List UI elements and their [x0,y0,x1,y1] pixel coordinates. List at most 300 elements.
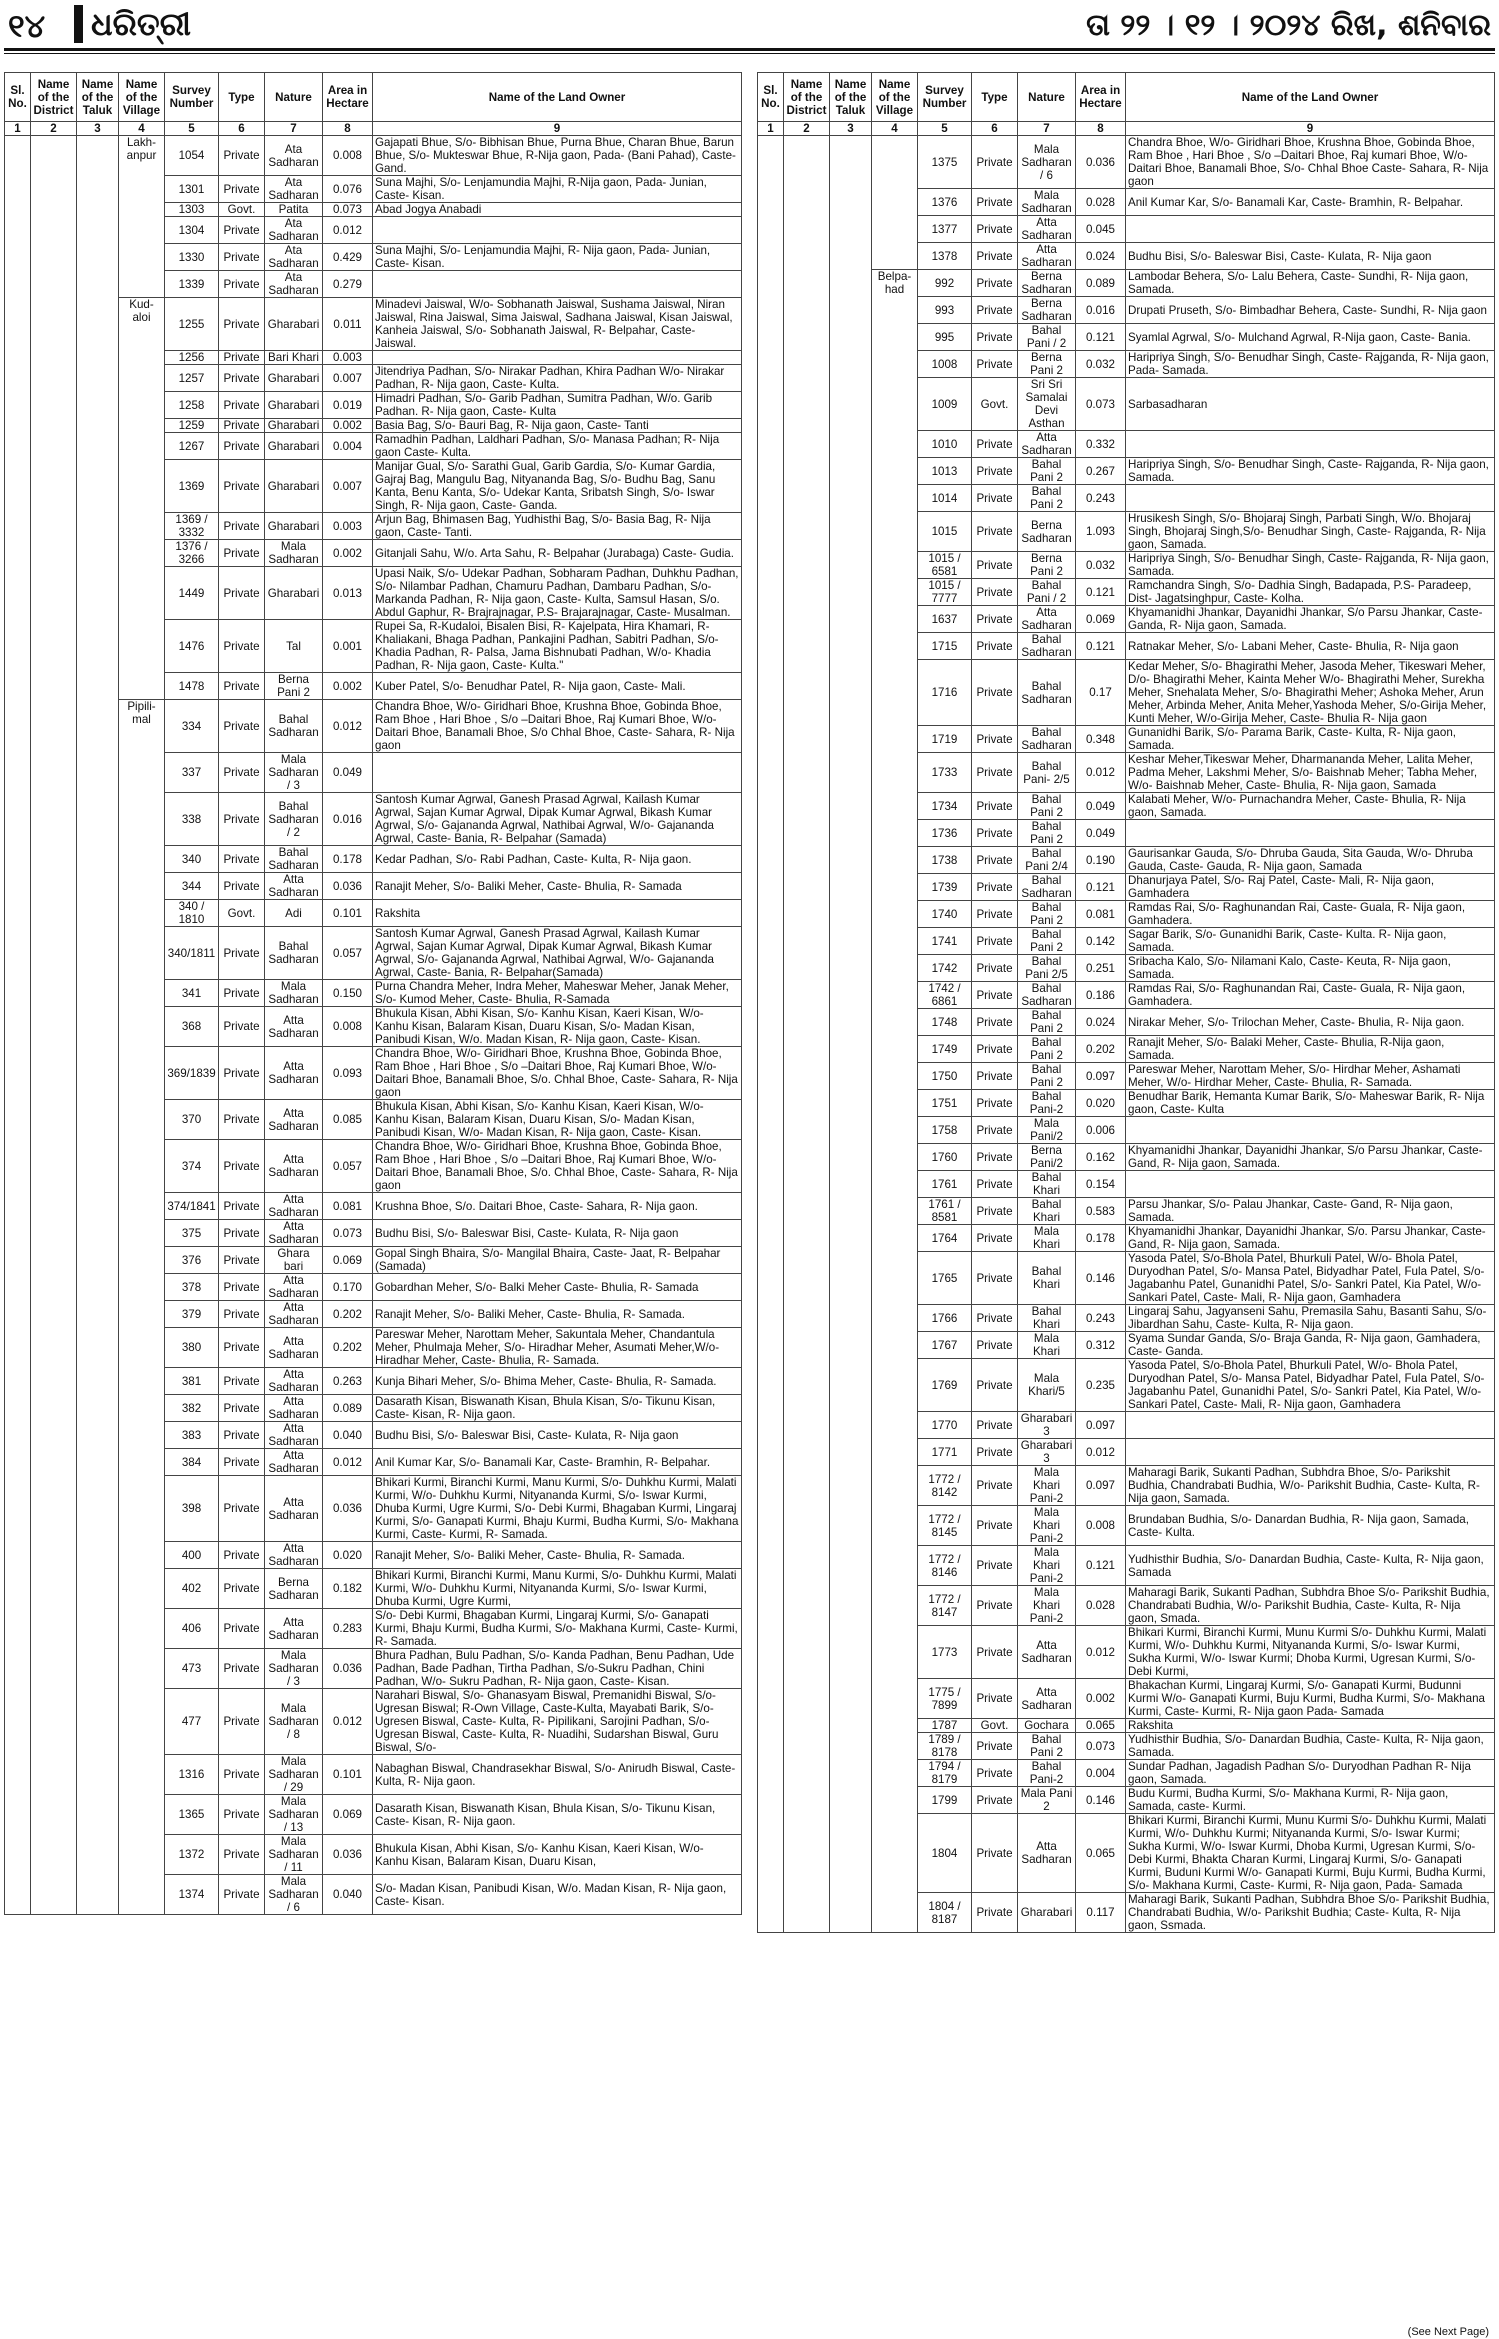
type-cell: Private [219,753,265,793]
type-cell: Private [219,1247,265,1274]
land-owner-cell: Anil Kumar Kar, S/o- Banamali Kar, Caste- Bramhin, R- Belpahar. [1126,189,1495,216]
survey-number-cell: 1267 [165,433,219,460]
nature-cell: Atta Sadharan [1018,606,1076,633]
survey-number-cell: 1734 [918,793,972,820]
land-owner-cell: Bhikari Kurmi, Biranchi Kurmi, Manu Kurmi, S/o- Duhkhu Kurmi, Malati Kurmi, W/o- Duhkhu Kurmi, Nityananda Kurmi, S/o- Iswar Kurmi, Dhuba Kurmi, Ugre Kurmi, [373,1569,742,1609]
area-cell: 0.001 [323,620,373,673]
nature-cell: Gharabari [265,433,323,460]
land-owner-cell: Parsu Jhankar, S/o- Palau Jhankar, Caste- Gand, R- Nija gaon, Samada. [1126,1198,1495,1225]
nature-cell: Berna Pani 2 [1018,351,1076,378]
area-cell: 0.202 [323,1301,373,1328]
land-owner-cell: Rakshita [373,900,742,927]
land-owner-cell: Chandra Bhoe, W/o- Giridhari Bhoe, Krushna Bhoe, Gobinda Bhoe, Ram Bhoe , Hari Bhoe , S/o –Daitari Bhoe, Raj kumari Bhoe, W/o- Daitari Bhoe, Banamali Bhoe, S/o- Chhal Bhoe Caste- Sahara, R- Nija gaon [1126,136,1495,189]
survey-number-cell: 1750 [918,1063,972,1090]
land-owner-cell [373,271,742,298]
area-cell: 0.040 [323,1875,373,1915]
column-number: 8 [1076,122,1126,136]
land-owner-cell: Budhu Bisi, S/o- Baleswar Bisi, Caste- Kulata, R- Nija gaon [373,1220,742,1247]
nature-cell: Mala Sadharan / 3 [265,753,323,793]
area-cell: 0.045 [1076,216,1126,243]
land-owner-cell: Jitendriya Padhan, S/o- Nirakar Padhan, Khira Padhan W/o- Nirakar Padhan, R- Nija gaon, Caste- Kulta. [373,365,742,392]
type-cell: Private [972,1787,1018,1814]
column-number: 6 [219,122,265,136]
land-owner-cell: Sundar Padhan, Jagadish Padhan S/o- Duryodhan Padhan R- Nija gaon, Samada. [1126,1760,1495,1787]
area-cell: 0.279 [323,271,373,298]
survey-number-cell: 338 [165,793,219,846]
survey-number-cell: 340 / 1810 [165,900,219,927]
nature-cell: Atta Sadharan [265,1100,323,1140]
district-cell [31,136,77,1915]
land-owner-cell: Anil Kumar Kar, S/o- Banamali Kar, Caste- Bramhin, R- Belpahar. [373,1449,742,1476]
right-table-body [758,136,1495,1933]
type-cell: Private [972,1412,1018,1439]
survey-number-cell: 1365 [165,1795,219,1835]
nature-cell: Patita [265,203,323,217]
type-cell: Private [972,1439,1018,1466]
type-cell: Private [972,1466,1018,1506]
survey-number-cell: 1374 [165,1875,219,1915]
survey-number-cell: 473 [165,1649,219,1689]
land-owner-cell: Suna Majhi, S/o- Lenjamundia Majhi, R-Nija gaon, Pada- Junian, Caste- Kisan. [373,176,742,203]
area-cell: 0.002 [323,419,373,433]
type-cell: Private [219,365,265,392]
nature-cell: Sri Sri Samalai Devi Asthan [1018,378,1076,431]
land-owner-cell: Yudhisthir Budhia, S/o- Danardan Budhia, Caste- Kulta, R- Nija gaon, Samada. [1126,1733,1495,1760]
type-cell: Private [972,901,1018,928]
type-cell: Private [972,458,1018,485]
column-number: 2 [784,122,830,136]
land-owner-cell: Ramchandra Singh, S/o- Dadhia Singh, Badapada, P.S- Paradeep, Dist- Jagatsinghpur, Caste- Kolha. [1126,579,1495,606]
area-cell: 0.019 [323,392,373,419]
nature-cell: Atta Sadharan [1018,1626,1076,1679]
area-cell: 0.057 [323,1140,373,1193]
land-owner-cell: Abad Jogya Anabadi [373,203,742,217]
survey-number-cell: 1339 [165,271,219,298]
survey-number-cell: 1767 [918,1332,972,1359]
column-header: Name of the District [784,73,830,122]
land-owner-cell: Keshar Meher,Tikeswar Meher, Dharmananda Meher, Lalita Meher, Padma Meher, Lakshmi Meher, S/o- Baishnab Meher; Tabha Meher, W/o- Baishnab Meher, Caste- Bhulia, R- Nija gaon, Samada [1126,753,1495,793]
area-cell: 0.013 [323,567,373,620]
land-owner-cell: S/o- Madan Kisan, Panibudi Kisan, W/o. Madan Kisan, R- Nija gaon, Caste- Kisan. [373,1875,742,1915]
land-owner-cell: Gaurisankar Gauda, S/o- Dhruba Gauda, Sita Gauda, W/o- Dhruba Gauda, Caste- Gauda, R- Nija gaon, Samada [1126,847,1495,874]
type-cell: Private [219,271,265,298]
area-cell: 0.121 [1076,324,1126,351]
nature-cell: Mala Sadharan [1018,189,1076,216]
nature-cell: Atta Sadharan [265,1395,323,1422]
column-header: Sl. No. [758,73,784,122]
area-cell: 0.028 [1076,189,1126,216]
type-cell: Private [972,1171,1018,1198]
nature-cell: Mala Khari Pani-2 [1018,1506,1076,1546]
area-cell: 0.073 [323,203,373,217]
nature-cell: Gochara [1018,1719,1076,1733]
nature-cell: Ghara bari [265,1247,323,1274]
masthead [0,0,1499,52]
area-cell: 0.186 [1076,982,1126,1009]
type-cell: Private [972,753,1018,793]
area-cell: 0.076 [323,176,373,203]
area-cell: 0.162 [1076,1144,1126,1171]
type-cell: Private [219,1542,265,1569]
nature-cell: Atta Sadharan [1018,431,1076,458]
type-cell: Private [972,1679,1018,1719]
survey-number-cell: 1748 [918,1009,972,1036]
survey-number-cell: 378 [165,1274,219,1301]
survey-number-cell: 1054 [165,136,219,176]
nature-cell: Berna Sadharan [265,1569,323,1609]
survey-number-cell: 1375 [918,136,972,189]
land-owner-cell [373,753,742,793]
land-owner-cell: Lambodar Behera, S/o- Lalu Behera, Caste- Sundhi, R- Nija gaon, Samada. [1126,270,1495,297]
type-cell: Private [219,873,265,900]
survey-number-cell: 1014 [918,485,972,512]
column-header: Name of the District [31,73,77,122]
nature-cell: Gharabari [265,298,323,351]
nature-cell: Mala Khari [1018,1332,1076,1359]
survey-number-cell: 1775 / 7899 [918,1679,972,1719]
type-cell: Private [972,270,1018,297]
area-cell: 0.003 [323,513,373,540]
survey-number-cell: 376 [165,1247,219,1274]
survey-number-cell: 1758 [918,1117,972,1144]
survey-number-cell: 369/1839 [165,1047,219,1100]
survey-number-cell: 1376 [918,189,972,216]
survey-number-cell: 1761 / 8581 [918,1198,972,1225]
type-cell: Private [972,1305,1018,1332]
right-column [757,72,1495,2324]
nature-cell: Atta Sadharan [265,1368,323,1395]
survey-number-cell: 1330 [165,244,219,271]
nature-cell: Bari Khari [265,351,323,365]
nature-cell: Bahal Pani 2 [1018,820,1076,847]
area-cell: 0.089 [323,1395,373,1422]
column-header: Nature [1018,73,1076,122]
land-owner-cell: Bhikari Kurmi, Biranchi Kurmi, Manu Kurmi, S/o- Duhkhu Kurmi, Malati Kurmi, W/o- Duhkhu Kurmi, Nityananda Kurmi, S/o- Iswar Kurmi, Dhuba Kurmi, Ugre Kurmi, S/o- Debi Kurmi, Bhagaban Kurmi, Lingaraj Kurmi, S/o- Ganapati Kurmi, Bhaju Kurmi, Budha Kurmi, S/o- Makhana Kurmi, Caste- Kurmi, R- Samada. [373,1476,742,1542]
land-owner-cell [373,217,742,244]
nature-cell: Mala Pani 2 [1018,1787,1076,1814]
area-cell: 0.002 [323,540,373,567]
area-cell: 0.036 [1076,136,1126,189]
land-owner-cell: Brundaban Budhia, S/o- Danardan Budhia, R- Nija gaon, Samada, Caste- Kulta. [1126,1506,1495,1546]
area-cell: 0.007 [323,460,373,513]
land-owner-cell: Syamlal Agrwal, S/o- Mulchand Agrwal, R-Nija gaon, Caste- Bania. [1126,324,1495,351]
type-cell: Private [972,1144,1018,1171]
nature-cell: Bahal Sadharan [265,927,323,980]
column-header: Sl. No. [5,73,31,122]
type-cell: Private [219,1368,265,1395]
nature-cell: Berna Sadharan [1018,297,1076,324]
land-owner-cell: Maharagi Barik, Sukanti Padhan, Subhdra Bhoe S/o- Parikshit Budhia, Chandrabati Budhia, W/o- Parikshit Budhia, Caste- Kulta, R- Nija gaon, Smada. [1126,1586,1495,1626]
area-cell: 0.097 [1076,1412,1126,1439]
area-cell: 0.073 [323,1220,373,1247]
nature-cell: Bahal Pani-2 [1018,1760,1076,1787]
type-cell: Private [972,1117,1018,1144]
survey-number-cell: 1015 / 7777 [918,579,972,606]
survey-number-cell: 1772 / 8147 [918,1586,972,1626]
area-cell: 0.008 [323,136,373,176]
nature-cell: Bahal Sadharan [265,846,323,873]
area-cell: 0.024 [1076,243,1126,270]
survey-number-cell: 1303 [165,203,219,217]
type-cell: Private [972,1586,1018,1626]
column-number: 4 [872,122,918,136]
type-cell: Private [219,700,265,753]
type-cell: Private [972,552,1018,579]
column-header: Name of the Land Owner [373,73,742,122]
nature-cell: Bahal Pani 2/5 [1018,955,1076,982]
area-cell: 0.348 [1076,726,1126,753]
survey-number-cell: 1738 [918,847,972,874]
survey-number-cell: 1739 [918,874,972,901]
survey-number-cell: 1377 [918,216,972,243]
nature-cell: Ata Sadharan [265,244,323,271]
nature-cell: Mala Sadharan / 3 [265,1649,323,1689]
land-owner-cell: Purna Chandra Meher, Indra Meher, Maheswar Meher, Janak Meher, S/o- Kumod Meher, Caste- Bhulia, R-Samada [373,980,742,1007]
nature-cell: Atta Sadharan [1018,243,1076,270]
area-cell: 0.101 [323,1755,373,1795]
nature-cell: Bahal Pani 2 [1018,928,1076,955]
column-number: 1 [5,122,31,136]
type-cell: Private [972,1546,1018,1586]
nature-cell: Berna Pani 2 [1018,552,1076,579]
sl-no-cell [5,136,31,1915]
survey-number-cell: 1760 [918,1144,972,1171]
survey-number-cell: 402 [165,1569,219,1609]
type-cell: Private [219,846,265,873]
nature-cell: Atta Sadharan [265,1476,323,1542]
nature-cell: Gharabari [1018,1893,1076,1933]
survey-number-cell: 1770 [918,1412,972,1439]
newspaper-logo [74,4,191,44]
nature-cell: Atta Sadharan [265,1047,323,1100]
page-number: ୧୪ [8,7,46,45]
table-row [758,136,1495,189]
area-cell: 0.251 [1076,955,1126,982]
land-owner-cell: Benudhar Barik, Hemanta Kumar Barik, S/o- Maheswar Barik, R- Nija gaon, Caste- Kulta [1126,1090,1495,1117]
land-owner-cell: Gunanidhi Barik, S/o- Parama Barik, Caste- Kulta, R- Nija gaon, Samada. [1126,726,1495,753]
area-cell: 0.032 [1076,552,1126,579]
column-number: 4 [119,122,165,136]
area-cell: 0.202 [323,1328,373,1368]
land-owner-cell: Krushna Bhoe, S/o. Daitari Bhoe, Caste- Sahara, R- Nija gaon. [373,1193,742,1220]
nature-cell: Bahal Pani / 2 [1018,324,1076,351]
area-cell: 0.17 [1076,660,1126,726]
area-cell: 0.016 [323,793,373,846]
survey-number-cell: 337 [165,753,219,793]
survey-number-cell: 1769 [918,1359,972,1412]
survey-number-cell: 1256 [165,351,219,365]
type-cell: Private [219,1649,265,1689]
survey-number-cell: 1772 / 8145 [918,1506,972,1546]
nature-cell: Mala Sadharan / 29 [265,1755,323,1795]
column-number: 9 [1126,122,1495,136]
nature-cell: Mala Khari Pani-2 [1018,1586,1076,1626]
column-number: 9 [373,122,742,136]
area-cell: 0.007 [323,365,373,392]
survey-number-cell: 1772 / 8142 [918,1466,972,1506]
column-number-row [5,122,742,136]
area-cell: 0.008 [1076,1506,1126,1546]
column-header: Area in Hectare [323,73,373,122]
type-cell: Private [972,1225,1018,1252]
land-owner-cell: Sribacha Kalo, S/o- Nilamani Kalo, Caste- Keuta, R- Nija gaon, Samada. [1126,955,1495,982]
survey-number-cell: 340 [165,846,219,873]
area-cell: 0.093 [323,1047,373,1100]
survey-number-cell: 477 [165,1689,219,1755]
survey-number-cell: 1787 [918,1719,972,1733]
survey-number-cell: 341 [165,980,219,1007]
type-cell: Private [972,579,1018,606]
nature-cell: Mala Sadharan / 11 [265,1835,323,1875]
survey-number-cell: 1740 [918,901,972,928]
area-cell: 0.202 [1076,1036,1126,1063]
land-owner-cell: Bhura Padhan, Bulu Padhan, S/o- Kanda Padhan, Benu Padhan, Ude Padhan, Bade Padhan, Tirtha Padhan, S/o-Sukru Padhan, Chini Padhan, W/o- Sukru Padhan, R- Nija gaon, Caste- Kisan. [373,1649,742,1689]
area-cell: 1.093 [1076,512,1126,552]
area-cell: 0.235 [1076,1359,1126,1412]
survey-number-cell: 381 [165,1368,219,1395]
header-rule-thin [4,53,1495,54]
nature-cell: Bahal Pani 2 [1018,901,1076,928]
land-owner-cell: Ramdas Rai, S/o- Raghunandan Rai, Caste- Guala, R- Nija gaon, Gamhadera. [1126,901,1495,928]
land-owner-cell: Sarbasadharan [1126,378,1495,431]
type-cell: Private [219,176,265,203]
nature-cell: Mala Khari Pani-2 [1018,1466,1076,1506]
nature-cell: Gharabari 3 [1018,1439,1076,1466]
area-cell: 0.243 [1076,485,1126,512]
survey-number-cell: 375 [165,1220,219,1247]
survey-number-cell: 1009 [918,378,972,431]
area-cell: 0.004 [323,433,373,460]
nature-cell: Mala Sadharan / 13 [265,1795,323,1835]
survey-number-cell: 993 [918,297,972,324]
land-owner-cell: Ramdas Rai, S/o- Raghunandan Rai, Caste- Guala, R- Nija gaon, Gamhadera. [1126,982,1495,1009]
land-owner-cell: Manijar Gual, S/o- Sarathi Gual, Garib Gardia, S/o- Kumar Gardia, Gajraj Bag, Mangulu Bag, Nityananda Bag, S/o- Budhu Bag, Sanu Kanta, Benu Kanta, S/o- Udekar Kanta, Sribatsh Singh, S/o- Iswar Singh, R- Nija gaon, Caste- Ganda. [373,460,742,513]
nature-cell: Atta Sadharan [265,1220,323,1247]
column-number: 7 [265,122,323,136]
type-cell: Private [219,540,265,567]
type-cell: Private [972,1252,1018,1305]
column-header: Name of the Village [872,73,918,122]
type-cell: Private [972,1814,1018,1893]
area-cell: 0.121 [1076,633,1126,660]
column-number-row [758,122,1495,136]
area-cell: 0.267 [1076,458,1126,485]
village-cell [872,136,918,270]
area-cell: 0.004 [1076,1760,1126,1787]
area-cell: 0.020 [323,1542,373,1569]
sl-no-cell [758,136,784,1933]
column-header: Type [972,73,1018,122]
area-cell: 0.583 [1076,1198,1126,1225]
survey-number-cell: 1749 [918,1036,972,1063]
land-owner-cell [1126,431,1495,458]
nature-cell: Atta Sadharan [1018,216,1076,243]
land-owner-cell: Drupati Pruseth, S/o- Bimbadhar Behera, Caste- Sundhi, R- Nija gaon [1126,297,1495,324]
type-cell: Private [972,793,1018,820]
nature-cell: Atta Sadharan [265,1328,323,1368]
land-owner-cell: Budhu Bisi, S/o- Baleswar Bisi, Caste- Kulata, R- Nija gaon [1126,243,1495,270]
type-cell: Private [972,216,1018,243]
land-owner-cell: Pareswar Meher, Narottam Meher, S/o- Hirdhar Meher, Ashamati Meher, W/o- Hirdhar Meher, Caste- Bhulia, R- Samada. [1126,1063,1495,1090]
land-owner-cell: Nirakar Meher, S/o- Trilochan Meher, Caste- Bhulia, R- Nija gaon. [1126,1009,1495,1036]
type-cell: Private [219,1476,265,1542]
nature-cell: Mala Pani/2 [1018,1117,1076,1144]
nature-cell: Atta Sadharan [265,1609,323,1649]
nature-cell: Bahal Khari [1018,1198,1076,1225]
column-header: Survey Number [165,73,219,122]
land-owner-cell: Bhukula Kisan, Abhi Kisan, S/o- Kanhu Kisan, Kaeri Kisan, W/o- Kanhu Kisan, Balaram Kisan, Duaru Kisan, S/o- Madan Kisan, Panibudi Kisan, W/o. Madan Kisan, R- Nija gaon, Caste- Kisan. [373,1007,742,1047]
type-cell: Private [972,136,1018,189]
land-owner-cell: Gopal Singh Bhaira, S/o- Mangilal Bhaira, Caste- Jaat, R- Belpahar (Samada) [373,1247,742,1274]
type-cell: Private [972,1626,1018,1679]
land-owner-cell: Gobardhan Meher, S/o- Balki Meher Caste- Bhulia, R- Samada [373,1274,742,1301]
survey-number-cell: 380 [165,1328,219,1368]
type-cell: Private [972,512,1018,552]
type-cell: Govt. [972,378,1018,431]
area-cell: 0.073 [1076,1733,1126,1760]
nature-cell: Atta Sadharan [265,1140,323,1193]
type-cell: Private [219,1569,265,1609]
type-cell: Private [972,1009,1018,1036]
nature-cell: Gharabari [265,365,323,392]
type-cell: Private [219,419,265,433]
survey-number-cell: 1015 [918,512,972,552]
village-cell: Pipili-mal [119,700,165,1915]
survey-number-cell: 370 [165,1100,219,1140]
area-cell: 0.178 [1076,1225,1126,1252]
type-cell: Private [972,847,1018,874]
nature-cell: Ata Sadharan [265,217,323,244]
type-cell: Private [219,793,265,846]
left-table-body [5,136,742,1915]
column-number: 5 [918,122,972,136]
area-cell: 0.016 [1076,297,1126,324]
survey-number-cell: 1478 [165,673,219,700]
land-owner-cell: Pareswar Meher, Narottam Meher, Sakuntala Meher, Chandantula Meher, Phulmaja Meher, S/o- Hiradhar Meher, Asumati Meher,W/o- Hiradhar Meher, Caste- Bhulia, R- Samada. [373,1328,742,1368]
nature-cell: Berna Pani 2 [265,673,323,700]
land-owner-cell: Bhukula Kisan, Abhi Kisan, S/o- Kanhu Kisan, Kaeri Kisan, W/o- Kanhu Kisan, Balaram Kisan, Duaru Kisan, [373,1835,742,1875]
area-cell: 0.085 [323,1100,373,1140]
land-owner-cell: Kunja Bihari Meher, S/o- Bhima Meher, Caste- Bhulia, R- Samada. [373,1368,742,1395]
type-cell: Private [219,980,265,1007]
type-cell: Private [219,298,265,351]
land-owner-cell: Upasi Naik, S/o- Udekar Padhan, Sobharam Padhan, Duhkhu Padhan, S/o- Nilambar Padhan, Chamuru Padhan, Dambaru Padhan, S/o- Markanda Padhan, R- Nija gaon, Caste- Kulta, Samsul Hasan, S/o. Abdul Gaphur, R- Brajrajnagar, P.S- Brajarajnagar, Caste- Musalman. [373,567,742,620]
nature-cell: Bahal Sadharan [1018,874,1076,901]
area-cell: 0.049 [323,753,373,793]
survey-number-cell: 1257 [165,365,219,392]
survey-number-cell: 1799 [918,1787,972,1814]
survey-number-cell: 400 [165,1542,219,1569]
land-owner-cell: Haripriya Singh, S/o- Benudhar Singh, Caste- Rajganda, R- Nija gaon, Pada- Samada. [1126,351,1495,378]
area-cell: 0.040 [323,1422,373,1449]
survey-number-cell: 1804 [918,1814,972,1893]
type-cell: Private [972,1893,1018,1933]
area-cell: 0.036 [323,1649,373,1689]
area-cell: 0.049 [1076,793,1126,820]
nature-cell: Bahal Pani 2 [1018,1063,1076,1090]
survey-number-cell: 1301 [165,176,219,203]
type-cell: Private [972,351,1018,378]
village-cell: Kud-aloi [119,298,165,700]
area-cell: 0.012 [323,1449,373,1476]
column-number: 3 [830,122,872,136]
area-cell: 0.150 [323,980,373,1007]
area-cell: 0.002 [323,673,373,700]
area-cell: 0.032 [1076,351,1126,378]
land-owner-cell: Kuber Patel, S/o- Benudhar Patel, R- Nija gaon, Caste- Mali. [373,673,742,700]
land-owner-cell: Budu Kurmi, Budha Kurmi, S/o- Makhana Kurmi, R- Nija gaon, Samada, caste- Kurmi. [1126,1787,1495,1814]
type-cell: Private [972,324,1018,351]
